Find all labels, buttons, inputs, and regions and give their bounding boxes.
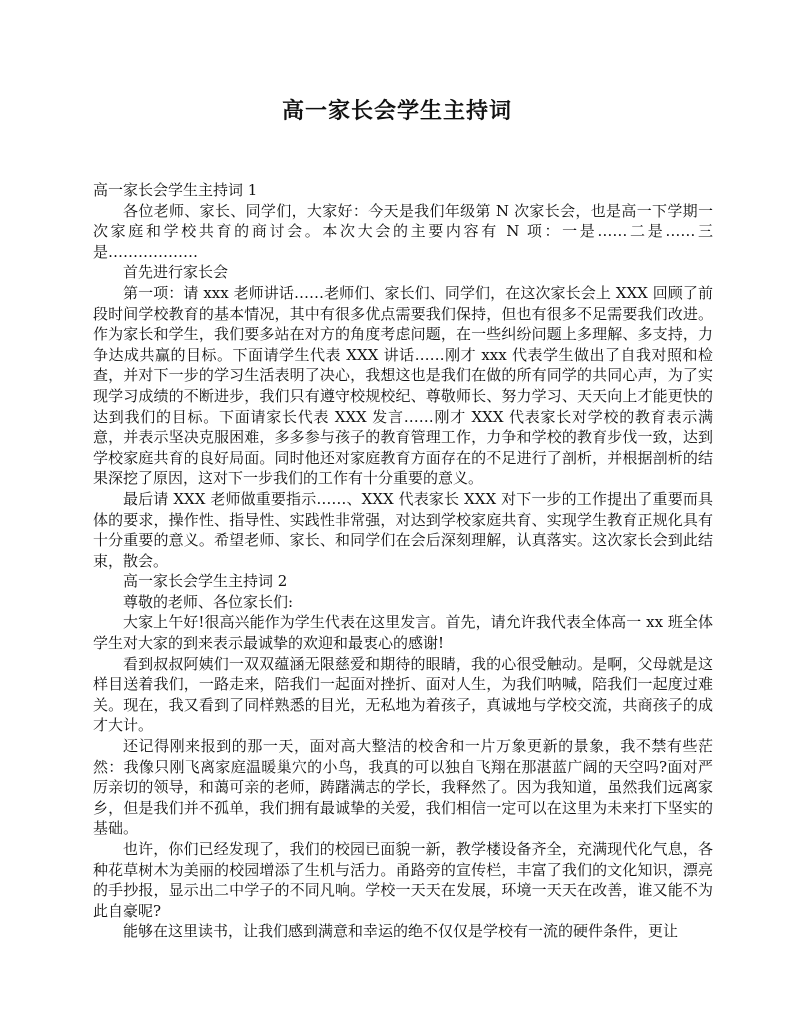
- section-heading: 高一家长会学生主持词 2: [123, 572, 288, 591]
- paragraph: 第一项：请 xxx 老师讲话……老师们、家长们、同学们，在这次家长会上 XXX 回顾了前段时间学校教育的基本情况，其中有很多优点需要我们保持，但也有很多不足需要我们改进。作为家长和学生，我们要多站在对方的角度考虑问题，在一些纠纷问题上多理解、多支持，力争达成共赢的目标。下面请学生代表 XXX 讲话……刚才 xxx 代表学生做出了自我对照和检查，并对下一步的学习生活表明了决心，我想这也是我们在做的所有同学的共同心声，为了实现学习成绩的不断进步，我们只有遵守校规校纪、尊敬师长、努力学习、天天向上才能更快的达到我们的目标。下面请家长代表 XXX 发言……刚才 XXX 代表家长对学校的教育表示满意，并表示坚决克服困难，多多参与孩子的教育管理工作，力争和学校的教育步伐一致，达到学校家庭共育的良好局面。同时他还对家庭教育方面存在的不足进行了剖析，并根据剖析的结果深挖了原因，这对下一步我们的工作有十分重要的意义。: [93, 283, 713, 488]
- paragraph: 各位老师、家长、同学们，大家好：今天是我们年级第 N 次家长会，也是高一下学期一次家庭和学校共育的商讨会。本次大会的主要内容有 N 项：一是……二是……三是………………: [93, 201, 713, 261]
- document-title: 高一家长会学生主持词: [281, 98, 512, 124]
- paragraph: 能够在这里读书，让我们感到满意和幸运的绝不仅仅是学校有一流的硬件条件，更让: [123, 922, 679, 941]
- paragraph: 也许，你们已经发现了，我们的校园已面貌一新，教学楼设备齐全，充满现代化气息，各种花草树木为美丽的校园增添了生机与活力。甬路旁的宣传栏，丰富了我们的文化知识，漂亮的手抄报，显示出二中学子的不同凡响。学校一天天在发展，环境一天天在改善，谁又能不为此自豪呢?: [93, 840, 713, 920]
- salutation: 尊敬的老师、各位家长们:: [123, 592, 294, 611]
- document-body: [93, 180, 713, 942]
- paragraph: 看到叔叔阿姨们一双双蕴涵无限慈爱和期待的眼睛，我的心很受触动。是啊，父母就是这样目送着我们，一路走来，陪我们一起面对挫折、面对人生，为我们呐喊，陪我们一起度过难关。现在，我又看到了同样熟悉的目光，无私地为着孩子，真诚地与学校交流，共商孩子的成才大计。: [93, 654, 713, 735]
- paragraph: 首先进行家长会: [123, 263, 229, 282]
- paragraph: 大家上午好!很高兴能作为学生代表在这里发言。首先，请允许我代表全体高一 xx 班全体学生对大家的到来表示最诚挚的欢迎和最衷心的感谢!: [93, 613, 713, 653]
- paragraph: 还记得刚来报到的那一天，面对高大整洁的校舍和一片万象更新的景象，我不禁有些茫然：我像只刚飞离家庭温暖巢穴的小鸟，我真的可以独自飞翔在那湛蓝广阔的天空吗?面对严厉亲切的领导，和蔼可亲的老师，踌躇满志的学长，我释然了。因为我知道，虽然我们远离家乡，但是我们并不孤单，我们拥有最诚挚的关爱，我们相信一定可以在这里为未来打下坚实的基础。: [93, 737, 713, 838]
- section-heading: 高一家长会学生主持词 1: [93, 181, 258, 199]
- paragraph: 最后请 XXX 老师做重要指示……、XXX 代表家长 XXX 对下一步的工作提出了重要而具体的要求，操作性、指导性、实践性非常强，对达到学校家庭共育、实现学生教育正规化具有十分重要的意义。希望老师、家长、和同学们在会后深刻理解，认真落实。这次家长会到此结束，散会。: [93, 489, 713, 570]
